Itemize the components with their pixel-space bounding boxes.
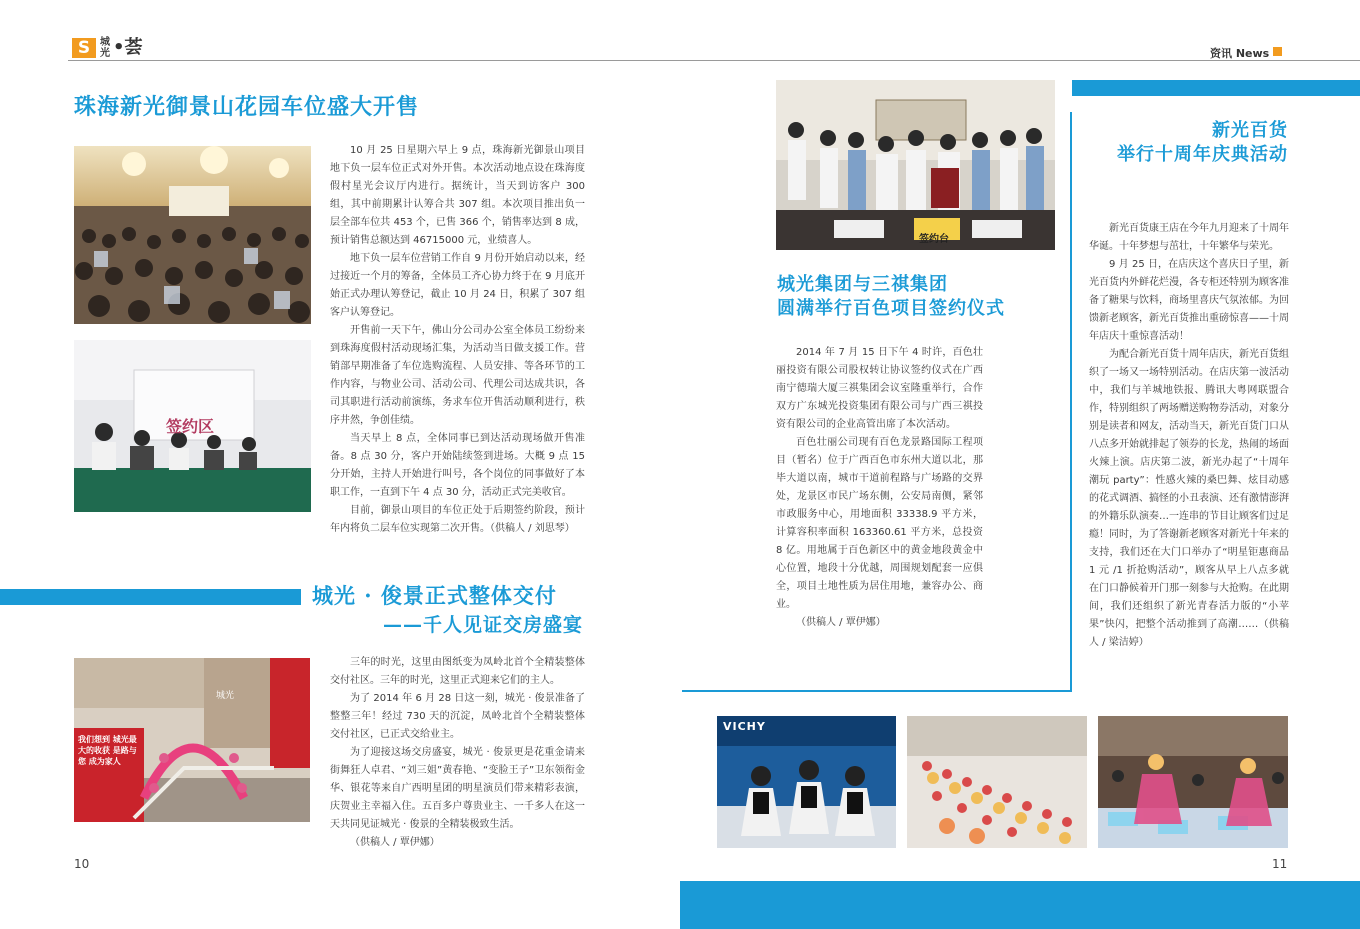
signing-area-sign: 签约区 [166,417,215,436]
article1-paragraph: 开售前一天下午，佛山分公司办公室全体员工纷纷来到珠海度假村活动现场汇集，为活动当日做支援工作。营销部早期准备了车位选购流程、人员安排、等各环节的工作内容，与物业公司、活动公司、代理公司达成共识，各司其职进行活动前演练，务求车位开售活动顺利进行，秩序井然，争创佳绩。 [330,325,585,426]
logo-s-icon: S [72,38,96,58]
orange-square-icon [1273,47,1282,56]
article2-body [330,654,585,852]
article3-paragraph: 百色壮丽公司现有百色龙景路国际工程项目（暂名）位于广西百色市东州大道以北，那毕大道以南，城市干道前程路与广场路的交界处，龙景区市民广场东侧，公安局南侧，紧邻市政服务中心，用地面积 33338.9 平方米，计算容积率面积 163360.61 平方米，总投资 8 亿。用地属于百色新区中的黄金地段黄金中心位置，地段十分优越，周围规划配套一应俱全，项目土地性质为居住用地，兼容办公、商业。 [776,437,983,610]
article1-body [330,142,585,538]
page-number-right: 11 [1272,857,1288,871]
article4-paragraph: 9 月 25 日，在店庆这个喜庆日子里，新光百货内外鲜花烂漫，各专柜还特别为顾客准备了糖果与饮料，商场里喜庆气氛浓郁。为回馈新老顾客，新光百货推出重磅惊喜——十周年店庆十重惊喜活动！ [1089,259,1289,342]
article3-title-line2: 圆满举行百色项目签约仪式 [777,298,1005,319]
ceremony-sign-text: 城光 [216,691,235,701]
article1-paragraph: 10 月 25 日星期六早上 9 点，珠海新光御景山项目地下负一层车位正式对外开售。本次活动地点设在珠海度假村星光会议厅内进行。据统计，当天到访客户 300 组，其中前期累计认筹合共 307 组。本次项目推出负一层全部车位共 453 个，已售 366 个，销售率达到 8 成，预计销售总额达到 46715000 元，业绩喜人。 [330,145,585,246]
article1-title: 珠海新光御景山花园车位盛大开售 [74,94,420,120]
section-label: 资讯 News [1210,47,1270,60]
article2-photo-ceremony [74,658,310,822]
article1-paragraph: 地下负一层车位营销工作自 9 月份开始启动以来，经过接近一个月的筹备，全体员工齐心协力终于在 9 月底开始正式办理认筹登记，截止 10 月 24 日，积累了 307 组客户认筹登记。 [330,253,585,318]
ceremony-banner-text: 我们想到 城光最大的收获 是路与您 成为家人 [78,735,137,766]
article2-subtitle: ——千人见证交房盛宴 [383,614,584,636]
header-divider [68,60,1360,61]
article2-paragraph: 为了 2014 年 6 月 28 日这一刻，城光 · 俊景准备了整整三年！经过 730 天的沉淀，凤岭北首个全精装整体交付社区，已正式交给业主。 [330,693,585,740]
signing-table-sign: 签约台 [919,234,949,245]
footer-bar [680,881,1360,929]
article4-title-line1: 新光百货 [1212,120,1288,141]
article3-title-line1: 城光集团与三祺集团 [777,274,948,295]
article4-title-line2: 举行十周年庆典活动 [1117,144,1288,165]
article1-photo-crowd [74,146,311,324]
frame-vertical-line [1070,112,1072,690]
article4-body [1089,220,1289,652]
article3-paragraph: 2014 年 7 月 15 日下午 4 时许，百色壮丽投资有限公司股权转让协议签约仪式在广西南宁德瑞大厦三祺集团会议室隆重举行，合作双方广东城光投资集团有限公司与广西三祺投资有限公司的企业高管出席了本次活动。 [776,347,983,430]
article2-paragraph: 三年的时光，这里由图纸变为凤岭北首个全精装整体交付社区。三年的时光，这里正式迎来它们的主人。 [330,657,585,686]
page-number-left: 10 [74,857,90,871]
article2-credit: （供稿人 / 覃伊娜） [350,837,440,848]
article2-paragraph: 为了迎接这场交房盛宴，城光 · 俊景更是花重金请来街舞狂人卓君、“刘三姐”黄春艳、“变脸王子”卫东领衔金华、银花等来自广西明星团的明星演员们带来精彩表演，庆贺业主幸福入住。五百多户尊贵业主、一千多人在这一天共同见证城光 · 俊景的全精装极致生活。 [330,747,585,830]
article4-top-bar [1072,80,1360,96]
article1-photo-signing-area [74,340,311,512]
logo-big-text: •荟 [113,37,143,58]
article3-photo-signing [776,80,1055,250]
logo-small-text: 城 光 [100,37,110,59]
article2-title: 城光 · 俊景正式整体交付 [312,583,557,608]
article4-photo-dancers [1098,716,1288,848]
article3-credit: （供稿人 / 覃伊娜） [796,617,886,628]
article4-photo-maids [717,716,896,848]
article2-bar [0,589,301,605]
article4-photo-cocktails [907,716,1087,848]
article4-paragraph: 为配合新光百货十周年店庆，新光百货组织了一场又一场特别活动。在店庆第一波活动中，我们与羊城地铁报、腾讯大粤网联盟合作，特别组织了两场赠送购物券活动，对象分别是读者和网友，活动当天，新光百货门口从八点多开始就排起了领券的长龙，热闹的场面火辣上演。店庆第二波，新光办起了“十周年潮玩 party”：性感火辣的桑巴舞、炫目动感的花式调酒、搞怪的小丑表演、还有激情澎湃的外籍乐队演奏…一连串的节目让顾客们过足瘾！同时，为了答谢新老顾客对新光十年来的支持，我们还在大门口举办了“明星钜惠商品 1 元 /1 折抢购活动”，顾客从早上八点多就在门口静候着开门那一刻参与大抢购。在此期间，我们还组织了新光青春活力版的“小苹果”快闪，把整个活动推到了高潮……（供稿人 / 梁洁婷） [1089,349,1289,648]
article1-paragraph: 当天早上 8 点，全体同事已到达活动现场做开售准备。8 点 30 分，客户开始陆续签到进场。大概 9 点 15 分开始，主持人开始进行叫号，各个岗位的同事做好了本职工作，一直到下午 4 点 30 分，活动正式完美收官。 [330,433,585,498]
vichy-brand-text: VICHY [723,720,766,733]
article1-paragraph: 目前，御景山项目的车位正处于后期签约阶段，预计年内将负二层车位实现第二次开售。（供稿人 / 刘思琴） [330,505,585,534]
article4-paragraph: 新光百货康王店在今年九月迎来了十周年华诞。十年梦想与茁壮，十年繁华与荣光。 [1089,223,1289,252]
article3-body [776,344,983,632]
frame-horizontal-line [682,690,1072,692]
